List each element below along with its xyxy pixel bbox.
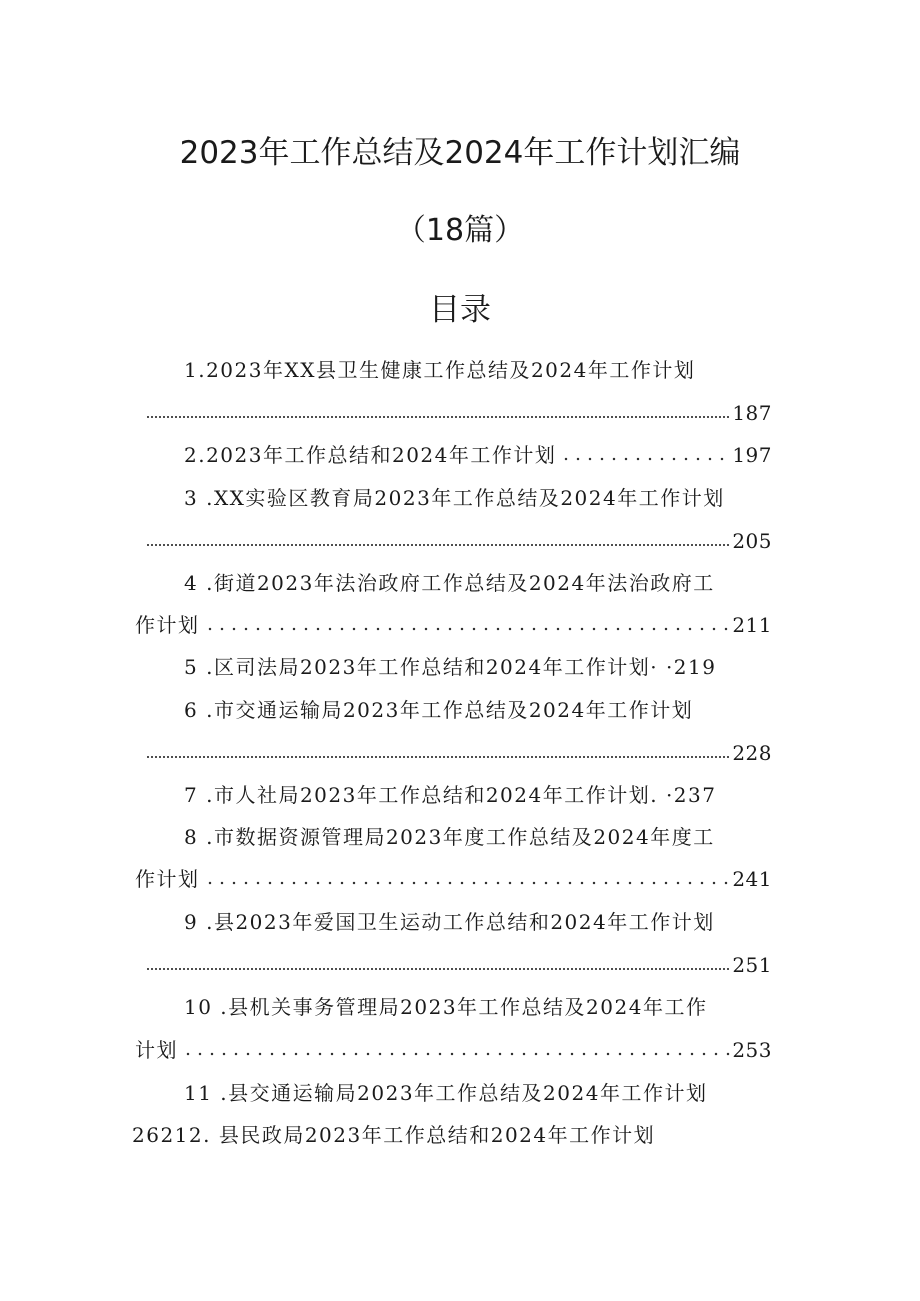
- toc-entry-3-leader[interactable]: [146, 526, 772, 556]
- dot-leader: [146, 415, 730, 419]
- toc-entry-4-text-cont: 作计划: [135, 613, 200, 637]
- toc-entry-12-text[interactable]: 26212. 县民政局2023年工作总结和2024年工作计划: [132, 1123, 656, 1147]
- dot-leader: [146, 755, 730, 759]
- document-title: 2023年工作总结及2024年工作计划汇编: [179, 135, 741, 171]
- toc-entry-4-leader[interactable]: [135, 610, 772, 640]
- toc-entry-3-page: 205: [732, 529, 772, 553]
- toc-entry-10-text[interactable]: 10 .县机关事务管理局2023年工作总结及2024年工作: [184, 995, 708, 1019]
- dot-leader: [560, 457, 730, 461]
- toc-entry-1-page: 187: [732, 401, 772, 425]
- toc-entry-9-leader[interactable]: [146, 950, 772, 980]
- toc-entry-10-leader[interactable]: [135, 1035, 772, 1065]
- dot-leader: [146, 543, 730, 547]
- toc-entry-2-text: 2.2023年工作总结和2024年工作计划: [184, 443, 557, 467]
- document-subtitle: （18篇）: [395, 213, 525, 248]
- toc-heading: 目录: [429, 292, 491, 328]
- toc-entry-2-page: 197: [732, 443, 772, 467]
- dot-leader: [204, 881, 731, 885]
- dot-leader: [204, 627, 731, 631]
- toc-entry-4-text[interactable]: 4 .街道2023年法治政府工作总结及2024年法治政府工: [184, 571, 715, 595]
- toc-entry-8-page: 241: [732, 867, 772, 891]
- dot-leader: [146, 967, 730, 971]
- toc-entry-11-text[interactable]: 11 .县交通运输局2023年工作总结及2024年工作计划: [184, 1081, 708, 1105]
- toc-entry-1-text[interactable]: 1.2023年XX县卫生健康工作总结及2024年工作计划: [184, 358, 696, 382]
- toc-entry-7-text[interactable]: 7 .市人社局2023年工作总结和2024年工作计划. ·237: [184, 783, 717, 807]
- toc-entry-5-text[interactable]: 5 .区司法局2023年工作总结和2024年工作计划· ·219: [184, 655, 717, 679]
- dot-leader: [182, 1052, 730, 1056]
- toc-entry-8-text[interactable]: 8 .市数据资源管理局2023年度工作总结及2024年度工: [184, 825, 715, 849]
- toc-entry-10-text-cont: 计划: [135, 1038, 178, 1062]
- toc-entry-1-leader[interactable]: [146, 398, 772, 428]
- toc-entry-4-page: 211: [732, 613, 772, 637]
- toc-entry-3-text[interactable]: 3 .XX实验区教育局2023年工作总结及2024年工作计划: [184, 486, 725, 510]
- toc-entry-2[interactable]: [184, 440, 772, 470]
- toc-entry-10-page: 253: [732, 1038, 772, 1062]
- toc-entry-6-leader[interactable]: [146, 738, 772, 768]
- toc-entry-6-page: 228: [732, 741, 772, 765]
- toc-entry-9-page: 251: [732, 953, 772, 977]
- toc-entry-8-text-cont: 作计划: [135, 867, 200, 891]
- toc-entry-8-leader[interactable]: [135, 864, 772, 894]
- toc-entry-9-text[interactable]: 9 .县2023年爱国卫生运动工作总结和2024年工作计划: [184, 910, 715, 934]
- toc-entry-6-text[interactable]: 6 .市交通运输局2023年工作总结及2024年工作计划: [184, 698, 694, 722]
